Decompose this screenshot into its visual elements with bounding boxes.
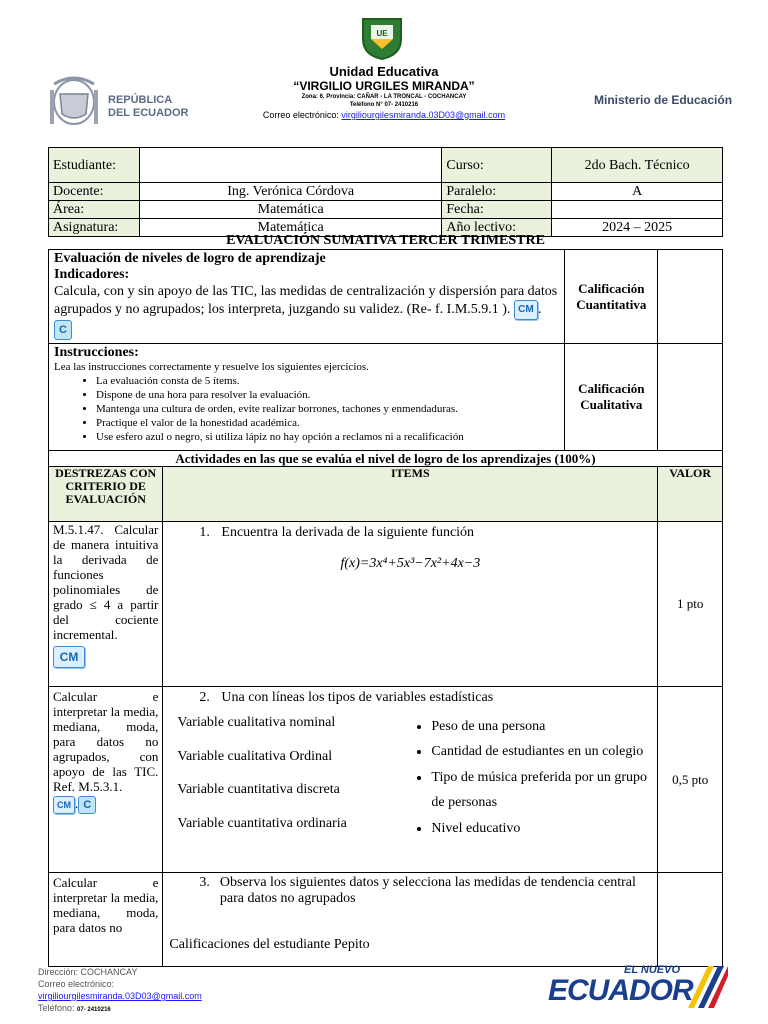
school-phone: Teléfono N° 07- 2410216 <box>349 102 419 108</box>
instruction-item: • Dispone de una hora para resolver la evaluación. <box>96 388 559 402</box>
qualitative-label: Calificación Cualitativa <box>565 344 658 451</box>
flag-stripes-icon <box>668 964 728 1008</box>
cm-badge-icon: CM <box>53 646 85 668</box>
variable-type-item[interactable]: Variable cuantitativa discreta <box>177 782 340 797</box>
activities-title: Actividades en las que se evalúa el nivel de logro de los aprendizajes (100%) <box>49 451 723 467</box>
brand-big: ECUADOR <box>548 974 693 1007</box>
quantitative-label: Calificación Cuantitativa <box>565 250 658 344</box>
skill-cell-3 <box>49 873 163 967</box>
ministry-wordmark: Ministerio de Educación <box>594 93 733 107</box>
republic-line2: DEL ECUADOR <box>108 107 189 119</box>
republic-line1: REPÚBLICA <box>108 94 173 106</box>
school-email-label: Correo electrónico: <box>262 110 339 120</box>
instruction-item: • Use esfero azul o negro, si utiliza lápiz no hay opción a reclamos ni a recalificación <box>96 430 559 444</box>
question-text-1: Encuentra la derivada de la siguiente función <box>221 525 475 540</box>
items-column-header: ITEMS <box>163 467 658 522</box>
subject-value: Matemática <box>139 219 441 237</box>
c-badge-icon: C <box>78 796 96 814</box>
instructions-cell <box>49 344 565 451</box>
question-text-3: Observa los siguientes datos y selecciona las medidas de tendencia central para datos no agrupados <box>219 875 636 906</box>
skill-text-2: Calcular e interpretar la media, mediana, moda, para datos no agrupados, con apoyo de las TIC. Ref. M.5.3.1. <box>53 689 159 794</box>
parallel-value: A <box>552 183 723 201</box>
student-info-table <box>48 147 723 237</box>
example-item[interactable]: • Peso de una persona <box>431 714 651 739</box>
achievement-cell <box>49 250 565 344</box>
formula-1: f(x)=3x⁴+5x³−7x²+4x−3 <box>340 556 481 571</box>
variable-type-item[interactable]: Variable cuantitativa ordinaria <box>177 815 347 831</box>
quantitative-grade-field[interactable] <box>658 250 723 344</box>
skill-text-3: Calcular e interpretar la media, mediana, moda, para datos no <box>53 875 159 935</box>
brand-small: EL NUEVO <box>624 964 681 976</box>
footer-email-label: Correo electrónico: <box>38 979 115 989</box>
c-badge-icon: C <box>54 320 72 340</box>
indicators-label: Indicadores: <box>54 267 130 282</box>
example-item[interactable]: • Tipo de música preferida por un grupo de personas <box>431 765 651 816</box>
school-zone: Zona: 6. Provincia: CAÑAR - LA TRONCAL - COCHANCAY <box>301 94 467 100</box>
cm-badge-icon: CM <box>514 300 538 320</box>
parallel-label: Paralelo: <box>442 183 552 201</box>
school-email-link[interactable]: virgiliourgilesmiranda.03D03@gmail.com <box>341 110 506 120</box>
svg-text:UE: UE <box>376 29 388 38</box>
question-number-2: 2. <box>199 690 210 705</box>
student-label: Estudiante: <box>49 148 140 183</box>
question-subtitle-3: Calificaciones del estudiante Pepito <box>169 937 370 952</box>
instruction-item: • Practique el valor de la honestidad académica. <box>96 416 559 430</box>
value-cell-1: 1 pto <box>658 522 723 687</box>
instructions-heading: Instrucciones: <box>54 345 139 360</box>
subject-label: Asignatura: <box>49 219 140 237</box>
skill-text-1: M.5.1.47. Calcular de manera intuitiva la derivada de funciones polinomiales de grado ≤ 4 a partir del cociente incremental. <box>53 522 159 642</box>
student-field[interactable] <box>139 148 441 183</box>
question-text-2: Una con líneas los tipos de variables estadísticas <box>221 690 494 705</box>
cm-badge-icon: CM <box>53 796 75 814</box>
skill-cell-2: Calcular e interpretar la media, mediana, moda, para datos no agrupados, con apoyo de las TIC. Ref. M.5.3.1. CM . C <box>49 687 163 873</box>
footer-address: Dirección: COCHANCAY <box>38 967 138 977</box>
instructions-intro: Lea las instrucciones correctamente y resuelve los siguientes ejercicios. <box>54 361 369 373</box>
date-label: Fecha: <box>442 201 552 219</box>
instruction-item: • Mantenga una cultura de orden, evite realizar borrones, tachones y enmendaduras. <box>96 402 559 416</box>
value-cell-2: 0,5 pto <box>658 687 723 873</box>
course-label: Curso: <box>442 148 552 183</box>
question-number-1: 1. <box>199 525 210 540</box>
footer-phone: 07- 2410216 <box>77 1007 111 1013</box>
teacher-value: Ing. Verónica Córdova <box>139 183 441 201</box>
date-field[interactable] <box>552 201 723 219</box>
variable-type-item[interactable]: Variable cualitativa nominal <box>177 715 336 730</box>
footer-contact <box>38 966 202 1016</box>
instruction-item: • La evaluación consta de 5 ítems. <box>96 374 559 388</box>
school-type: Unidad Educativa <box>329 64 439 79</box>
qualitative-grade-field[interactable] <box>658 344 723 451</box>
footer-email-link[interactable]: virgiliourgilesmiranda.03D03@gmail.com <box>38 991 202 1001</box>
variable-type-item[interactable]: Variable cualitativa Ordinal <box>177 748 333 764</box>
achievement-heading: Evaluación de niveles de logro de aprendizaje <box>54 251 326 266</box>
skill-cell-1 <box>49 522 163 687</box>
school-shield-icon <box>359 15 405 61</box>
el-nuevo-ecuador-logo <box>548 964 738 1008</box>
indicators-paragraph: Calcula, con y sin apoyo de las TIC, las medidas de centralización y dispersión para datos agrupados y no agrupados; los interpreta, juzgando su validez. (Re- f. I.M.5.9.1 ). CM .C <box>54 283 559 340</box>
question-cell-2 <box>163 687 658 873</box>
example-item[interactable]: • Nivel educativo <box>431 816 651 841</box>
variable-types-list <box>167 714 403 848</box>
question-cell-1 <box>163 522 658 687</box>
evaluation-table <box>48 249 723 967</box>
indicators-text: Calcula, con y sin apoyo de las TIC, las medidas de centralización y dispersión para datos agrupados y no agrupados; los interpreta, juzgando su validez. (Re- f. I.M.5.9.1 ). <box>54 284 558 318</box>
examples-list <box>403 714 651 848</box>
value-cell-3 <box>658 873 723 967</box>
question-number-3: 3. <box>199 875 210 890</box>
evaluation-title: EVALUACIÓN SUMATIVA TERCER TRIMESTRE <box>226 233 545 248</box>
course-value: 2do Bach. Técnico <box>552 148 723 183</box>
question-cell-3 <box>163 873 658 967</box>
year-value: 2024 – 2025 <box>552 219 723 237</box>
year-label: Año lectivo: <box>442 219 552 237</box>
value-column-header: VALOR <box>658 467 723 522</box>
area-value: Matemática <box>139 201 441 219</box>
teacher-label: Docente: <box>49 183 140 201</box>
school-email-line <box>0 109 768 122</box>
school-name: “VIRGILIO URGILES MIRANDA” <box>293 79 475 93</box>
footer-phone-label: Teléfono: <box>38 1003 75 1013</box>
skills-column-header: DESTREZAS CON CRITERIO DE EVALUACIÓN <box>49 467 163 522</box>
instructions-list <box>54 374 559 444</box>
example-item[interactable]: • Cantidad de estudiantes en un colegio <box>431 739 651 764</box>
area-label: Área: <box>49 201 140 219</box>
